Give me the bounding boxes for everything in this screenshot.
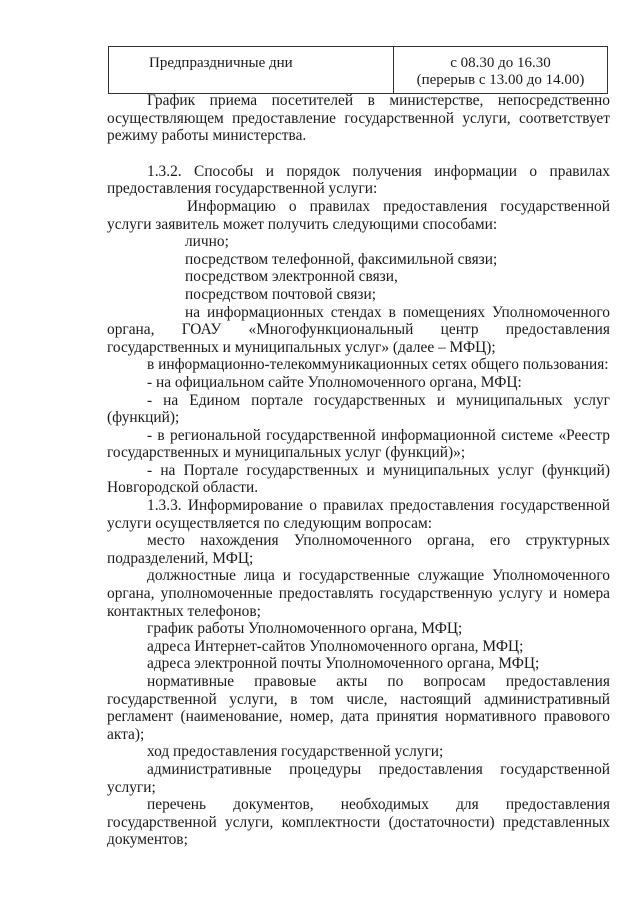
document-body xyxy=(107,92,610,849)
list-item: перечень документов, необходимых для предоставления государственной услуги, комплектности (достаточности) представленных документов; xyxy=(107,796,610,849)
table-cell-time xyxy=(394,47,608,94)
list-item: - в региональной государственной информационной системе «Реестр государственных и муниципальных услуг (функций)»; xyxy=(107,426,610,462)
list-item: график работы Уполномоченного органа, МФЦ; xyxy=(147,620,463,638)
list-item: - на Едином портале государственных и муниципальных услуг (функций); xyxy=(107,391,610,427)
list-item: нормативные правовые акты по вопросам предоставления государственной услуги, в том числе, настоящий административный регламент (наименование, номер, дата принятия нормативного правового акта); xyxy=(107,673,610,743)
paragraph-gap xyxy=(107,145,610,163)
break-time: (перерыв с 13.00 до 14.00) xyxy=(416,72,585,88)
list-item: ход предоставления государственной услуги; xyxy=(147,743,444,761)
list-item: на информационных стендах в помещениях Уполномоченного органа, ГОАУ «Многофункциональный центр предоставления государственных и муниципальных услуг» (далее – МФЦ); xyxy=(107,303,610,356)
list-item: должностные лица и государственные служащие Уполномоченного органа, уполномоченные предоставлять государственную услугу и номера контактных телефонов; xyxy=(107,567,610,620)
section-heading-1-3-3: 1.3.3. Информирование о правилах предоставления государственной услуги осуществляется по следующим вопросам: xyxy=(107,497,610,532)
table-cell-label xyxy=(109,47,394,94)
working-hours-table xyxy=(108,46,608,94)
list-item: адреса электронной почты Уполномоченного органа, МФЦ; xyxy=(147,655,540,673)
list-item: административные процедуры предоставления государственной услуги; xyxy=(107,760,610,796)
list-item: посредством почтовой связи; xyxy=(185,285,377,303)
table-row xyxy=(109,47,608,94)
paragraph: График приема посетителей в министерстве, непосредственно осуществляющем предоставление государственной услуги, соответствует режиму работы министерства. xyxy=(107,92,610,145)
day-type-label: Предпраздничные дни xyxy=(149,55,293,71)
list-item: посредством телефонной, факсимильной связи; xyxy=(185,250,498,268)
working-time: с 08.30 до 16.30 xyxy=(450,55,551,71)
list-item: место нахождения Уполномоченного органа, его структурных подразделений, МФЦ; xyxy=(107,532,610,567)
paragraph: в информационно-телекоммуникационных сетях общего пользования: xyxy=(147,356,609,374)
list-item: - на официальном сайте Уполномоченного органа, МФЦ: xyxy=(147,373,522,391)
paragraph: Информацию о правилах предоставления государственной услуги заявитель может получить следующими способами: xyxy=(107,197,610,233)
list-item: - на Портале государственных и муниципальных услуг (функций) Новгородской области. xyxy=(107,461,610,497)
list-item: посредством электронной связи, xyxy=(185,268,398,286)
list-item: адреса Интернет-сайтов Уполномоченного органа, МФЦ; xyxy=(147,637,524,655)
section-heading-1-3-2: 1.3.2. Способы и порядок получения информации о правилах предоставления государственной услуги: xyxy=(107,162,610,198)
list-item: лично; xyxy=(185,233,229,251)
